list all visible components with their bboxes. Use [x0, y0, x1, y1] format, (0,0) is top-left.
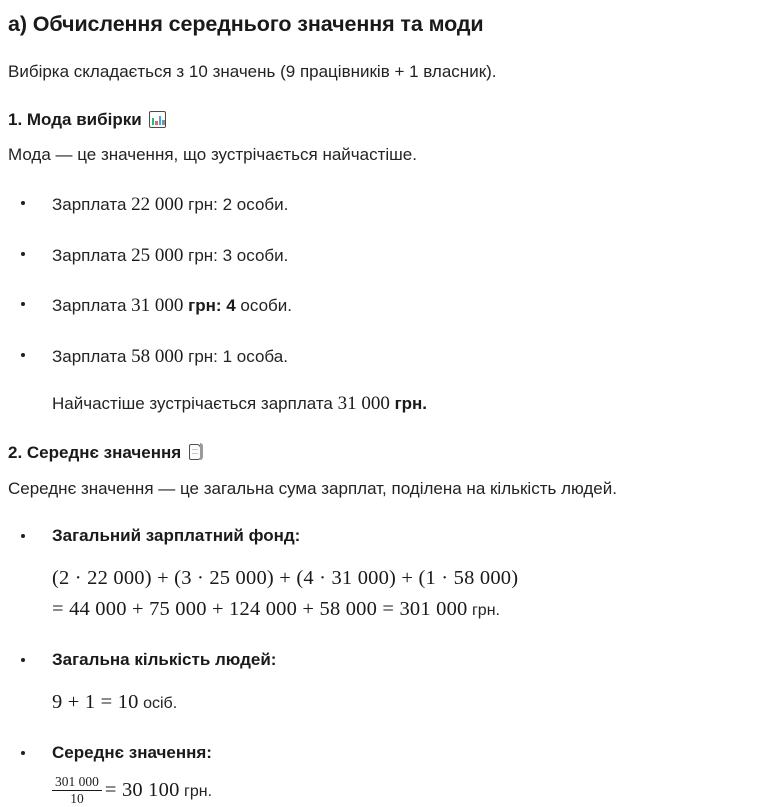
mean-definition: Середнє значення — це загальна сума зарплат, поділена на кількість людей.: [8, 478, 617, 498]
list-item: [0, 242, 769, 270]
fund-formula-unit: грн.: [471, 601, 500, 619]
fraction: [52, 775, 102, 806]
list-item: [0, 524, 769, 549]
conclusion-unit: грн.: [394, 394, 428, 414]
count-expression: 9 + 1 = 10: [52, 690, 139, 713]
count-unit: осіб.: [143, 694, 178, 712]
conclusion-amount: 31 000: [337, 393, 390, 415]
item-suffix: особи.: [235, 296, 292, 316]
mode-definition: Мода — це значення, що зустрічається найчастіше.: [8, 145, 417, 165]
item-prefix: Зарплата: [52, 245, 132, 265]
average-equals: = 30 100: [104, 778, 180, 801]
list-item: [0, 741, 769, 766]
fund-formula-line-2: [52, 594, 769, 625]
item-prefix: Зарплата: [52, 296, 132, 316]
list-item: [0, 191, 769, 219]
count-formula: [0, 687, 769, 718]
item-suffix: грн: 3 особи.: [183, 245, 289, 265]
average-unit: грн.: [184, 782, 213, 800]
section-heading-mean-label: 2. Середнє значення: [8, 442, 182, 462]
item-prefix: Зарплата: [52, 346, 132, 366]
bar-chart-icon: [149, 111, 166, 128]
fund-formula-line-1: (2 · 22 000) + (3 · 25 000) + (4 · 31 000) + (1 · 58 000): [52, 566, 519, 589]
item-amount: 22 000: [131, 194, 184, 216]
section-heading-mode-label: 1. Мода вибірки: [8, 109, 142, 129]
average-list: [0, 741, 769, 766]
item-amount: 25 000: [131, 244, 184, 266]
average-label: Середнє значення:: [52, 742, 212, 762]
fraction-numerator: 301 000: [52, 775, 102, 791]
fraction-denominator: 10: [70, 790, 84, 806]
list-item: [0, 343, 769, 371]
item-amount: 31 000: [131, 295, 184, 317]
list-item: [0, 648, 769, 673]
fund-formula-line-2-math: = 44 000 + 75 000 + 124 000 + 58 000 = 301 000: [52, 597, 468, 620]
section-heading-mode: [0, 85, 769, 132]
page-title: a) Обчислення середнього значення та моди: [8, 12, 484, 36]
item-prefix: Зарплата: [52, 195, 132, 215]
intro-paragraph: Вибірка складається з 10 значень (9 працівників + 1 власник).: [8, 61, 497, 81]
average-formula: [0, 773, 769, 807]
mode-items-list: [0, 191, 769, 370]
item-suffix: грн: 1 особа.: [183, 346, 288, 366]
conclusion-prefix: Найчастіше зустрічається зарплата: [52, 394, 338, 414]
count-list: [0, 648, 769, 673]
mode-conclusion: [0, 390, 769, 418]
item-amount: 58 000: [131, 345, 184, 367]
item-suffix: грн: 2 особи.: [183, 195, 289, 215]
section-heading-mean: [0, 418, 769, 465]
receipt-icon: [188, 443, 203, 462]
mean-items-list: [0, 524, 769, 549]
fund-formula: [0, 563, 769, 625]
item-suffix-bold: грн: 4: [183, 296, 236, 316]
count-label: Загальна кількість людей:: [52, 650, 277, 670]
fund-label: Загальний зарплатний фонд:: [52, 526, 301, 546]
list-item: [0, 292, 769, 320]
